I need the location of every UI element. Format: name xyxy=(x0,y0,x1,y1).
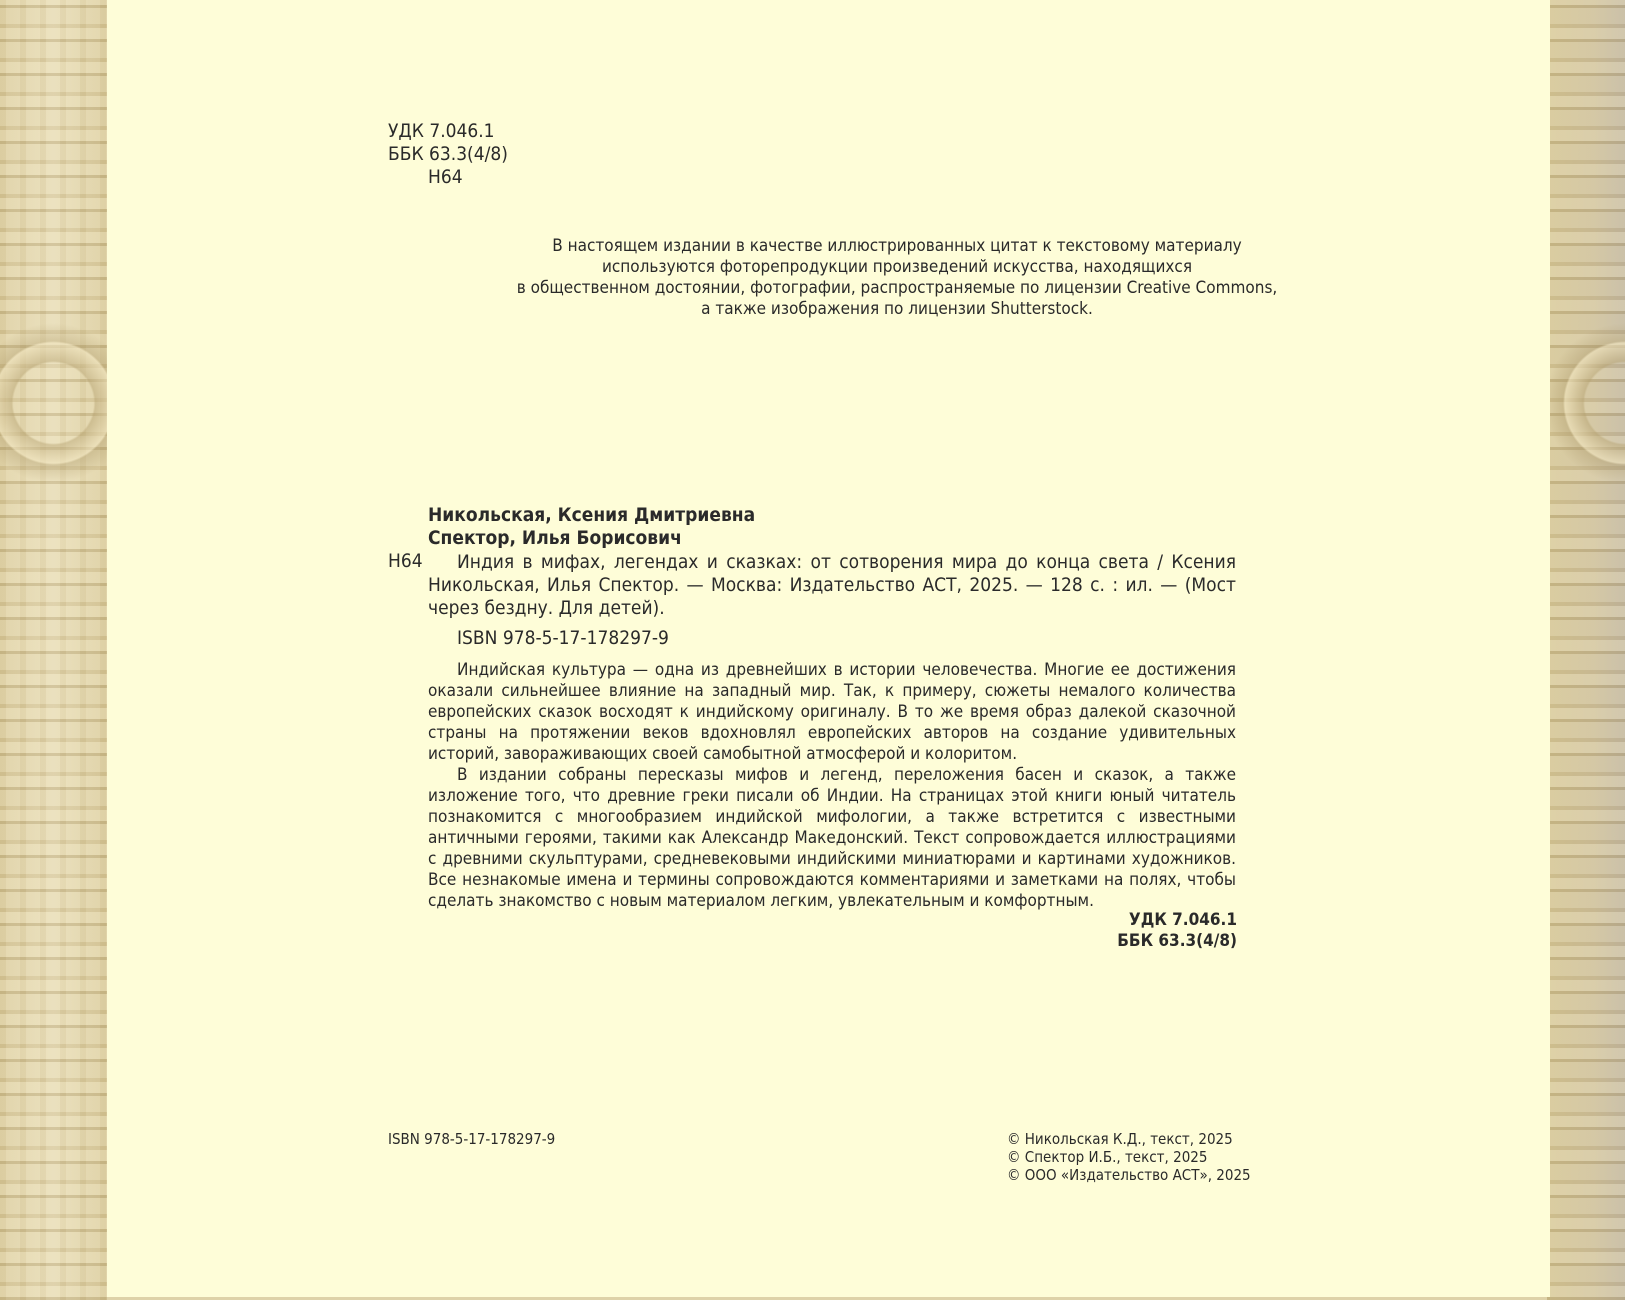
annotation-paragraph: Индийская культура — одна из древнейших в истории человечества. Многие ее достижения оказали сильнейшее влияние на западный мир. Так, к примеру, сюжеты немалого количества европейских сказок восходят к индийскому оригиналу. В то же время образ далекой сказочной страны на протяжении веков вдохновлял европейских авторов на создание удивительных историй, завораживающих своей самобытной атмосферой и колоритом. xyxy=(428,660,1236,764)
udk-code: УДК 7.046.1 xyxy=(388,120,495,142)
author-name: Никольская, Ксения Дмитриевна xyxy=(428,504,756,526)
license-notice-line: а также изображения по лицензии Shutterstock. xyxy=(701,299,1093,319)
catalog-isbn: ISBN 978-5-17-178297-9 xyxy=(457,627,669,649)
license-notice-line: в общественном достоянии, фотографии, распространяемые по лицензии Creative Commons, xyxy=(516,278,1278,298)
bibliographic-description: Индия в мифах, легендах и сказках: от сотворения мира до конца света / Ксения Никольская, Илья Спектор. — Москва: Издательство АСТ, 2025. — 128 с. : ил. — (Мост через бездну. Для детей). xyxy=(428,551,1236,619)
decorative-border-left xyxy=(0,0,107,1300)
license-notice-line: используются фоторепродукции произведений искусства, находящихся xyxy=(601,257,1193,277)
decorative-border-right xyxy=(1547,0,1625,1300)
license-notice xyxy=(497,236,1297,320)
catalog-author-sign: Н64 xyxy=(388,550,423,572)
bottom-classification-codes xyxy=(1037,910,1237,952)
author-sign: Н64 xyxy=(428,166,463,188)
bbk-code: ББК 63.3(4/8) xyxy=(388,143,508,165)
top-classification-codes xyxy=(388,120,508,189)
license-notice-line: В настоящем издании в качестве иллюстрированных цитат к текстовому материалу xyxy=(552,236,1242,256)
udk-code: УДК 7.046.1 xyxy=(1128,910,1237,930)
copyright-line: © ООО «Издательство АСТ», 2025 xyxy=(1007,1166,1251,1184)
bbk-code: ББК 63.3(4/8) xyxy=(1117,931,1237,951)
copyright-line: © Никольская К.Д., текст, 2025 xyxy=(1007,1130,1233,1148)
annotation-paragraph: В издании собраны пересказы мифов и легенд, переложения басен и сказок, а также изложение того, что древние греки писали об Индии. На страницах этой книги юный читатель познакомится с многообразием индийской мифологии, а также встретится с известными античными героями, такими как Александр Македонский. Текст сопровождается иллюстрациями с древними скульптурами, средневековыми индийскими миниатюрами и картинами художников. Все незнакомые имена и термины сопровождаются комментариями и заметками на полях, чтобы сделать знакомство с новым материалом легким, увлекательным и комфортным. xyxy=(428,765,1236,911)
annotation xyxy=(428,660,1236,912)
author-name: Спектор, Илья Борисович xyxy=(428,527,682,549)
copyright-line: © Спектор И.Б., текст, 2025 xyxy=(1007,1148,1208,1166)
copyright-block xyxy=(1007,1130,1251,1184)
footer-isbn: ISBN 978-5-17-178297-9 xyxy=(388,1130,556,1148)
imprint-page xyxy=(107,0,1550,1297)
